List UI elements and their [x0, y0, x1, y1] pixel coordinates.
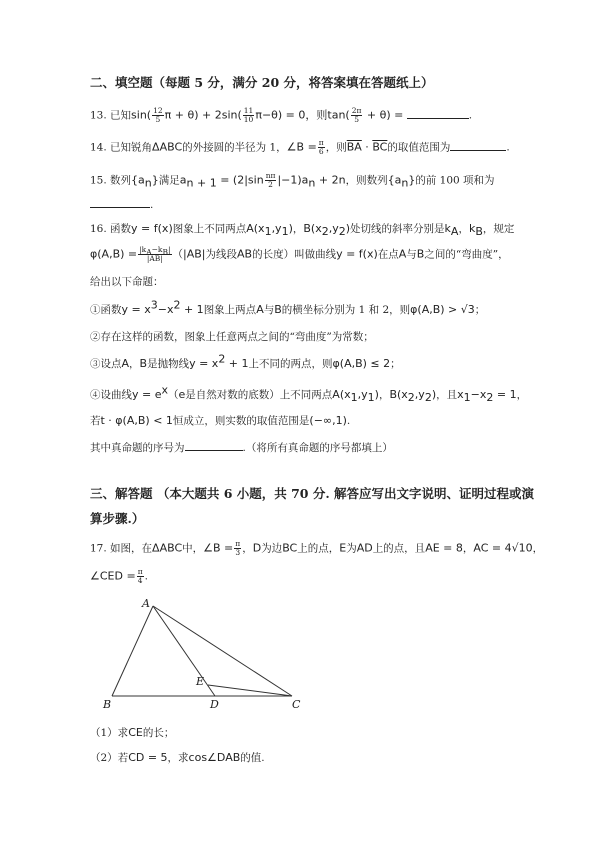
answer-blank-16[interactable]: [185, 440, 243, 451]
question-17-line-1: 17. 如图，在ΔABC中，∠B = $\frac{\pi}{3}$ ，D为边BC上的点，E为AD上的点，且AE = 8，AC = 4√10，: [90, 539, 544, 557]
fraction: $\frac{11}{10}$: [243, 106, 254, 124]
question-17-part-1: （1）求CE的长；: [90, 726, 175, 739]
triangle-figure: [100, 592, 310, 712]
fraction: $\frac{\pi}{4}$: [137, 567, 143, 585]
fraction: $\frac{12}{5}$: [153, 106, 163, 124]
section-3-heading-line-2: 算步骤.）: [90, 511, 145, 526]
segment-ab: [112, 606, 153, 696]
question-16-answer: 其中真命题的序号为 .（将所有真命题的序号都填上）: [90, 442, 393, 454]
question-16-prop-3: ③设点A，B是抛物线$y = x^2 + 1$上不同的两点，则φ(A,B) ≤ 2；: [90, 352, 401, 370]
label-c: C: [292, 698, 301, 711]
label-b: B: [103, 698, 112, 711]
question-16-prop-2: ②存在这样的函数，图象上任意两点之间的“弯曲度”为常数；: [90, 331, 374, 343]
fraction: $\frac{|k_A-k_B|}{|AB|}$: [139, 245, 171, 263]
label-e: E: [196, 675, 205, 688]
answer-blank-13[interactable]: [407, 108, 469, 119]
question-15: 15. 数列$\{a_n\}$满足$a_{n + 1} = (2|\sin$ $\frac{n\pi}{2}$ $|-1)a_n + 2n$，则数列$\{a_n\}$的前 100 项和为: [90, 171, 495, 190]
question-17-part-2: （2）若CD = 5，求cos∠DAB的值.: [90, 751, 265, 764]
segment-ce: [208, 685, 292, 696]
section-2-heading: 二、填空题（每题 5 分，满分 20 分，将答案填在答题纸上）: [90, 75, 434, 90]
section-3-heading-line-1: 三、解答题 （本大题共 6 小题，共 70 分. 解答应写出文字说明、证明过程或演: [90, 486, 535, 501]
question-16-line-1: 16. 函数y = f(x)图象上不同两点$A(x_1,y_1)$，$B(x_2,y_2)$处切线的斜率分别是$k_A$，$k_B$，规定: [90, 222, 515, 239]
answer-blank-15[interactable]: [90, 197, 150, 208]
question-17-line-2: ∠CED = $\frac{\pi}{4}$ .: [90, 567, 148, 585]
question-13: 13. 已知sin( $\frac{12}{5}$ π + θ) + 2sin( $\frac{11}{10}$ π−θ) = 0，则tan( $\frac{2\pi}{5}$ + θ) = .: [90, 106, 473, 124]
answer-blank-14[interactable]: [450, 140, 506, 151]
question-16-line-2: φ(A,B) = $\frac{|k_A-k_B|}{|AB|}$ （|AB|为线段AB的长度）叫做曲线y = f(x)在点A与B之间的“弯曲度”，: [90, 245, 509, 263]
fraction: $\frac{2\pi}{5}$: [351, 106, 362, 124]
question-15-answer: .: [90, 197, 153, 212]
label-a: A: [142, 597, 150, 610]
question-16-prop-4-cont: 若t · φ(A,B) < 1恒成立，则实数的取值范围是(−∞,1).: [90, 414, 351, 427]
segment-ad: [153, 606, 215, 696]
question-14: 14. 已知锐角ΔABC的外接圆的半径为 1，∠B = $\frac{\pi}{6}$ ，则$\overline{BA} \cdot \overline{BC}$的取值范围为 .: [90, 138, 510, 156]
label-d: D: [210, 698, 219, 711]
segment-ac: [153, 606, 292, 696]
question-16-prop-4: ④设曲线$y = e^x(e$是自然对数的底数）上不同两点$A(x_1,y_1)$，$B(x_2,y_2)$，且$x_1-x_2 = 1$，: [90, 383, 528, 405]
question-16-line-3: 给出以下命题：: [90, 276, 164, 288]
fraction: $\frac{\pi}{3}$: [235, 539, 241, 557]
fraction: $\frac{n\pi}{2}$: [265, 171, 276, 189]
question-16-prop-1: ①函数$y = x^3-x^2 + 1$图象上两点A与B的横坐标分别为 1 和 2，则φ(A,B) > √3；: [90, 298, 486, 316]
fraction: $\frac{\pi}{6}$: [318, 138, 324, 156]
